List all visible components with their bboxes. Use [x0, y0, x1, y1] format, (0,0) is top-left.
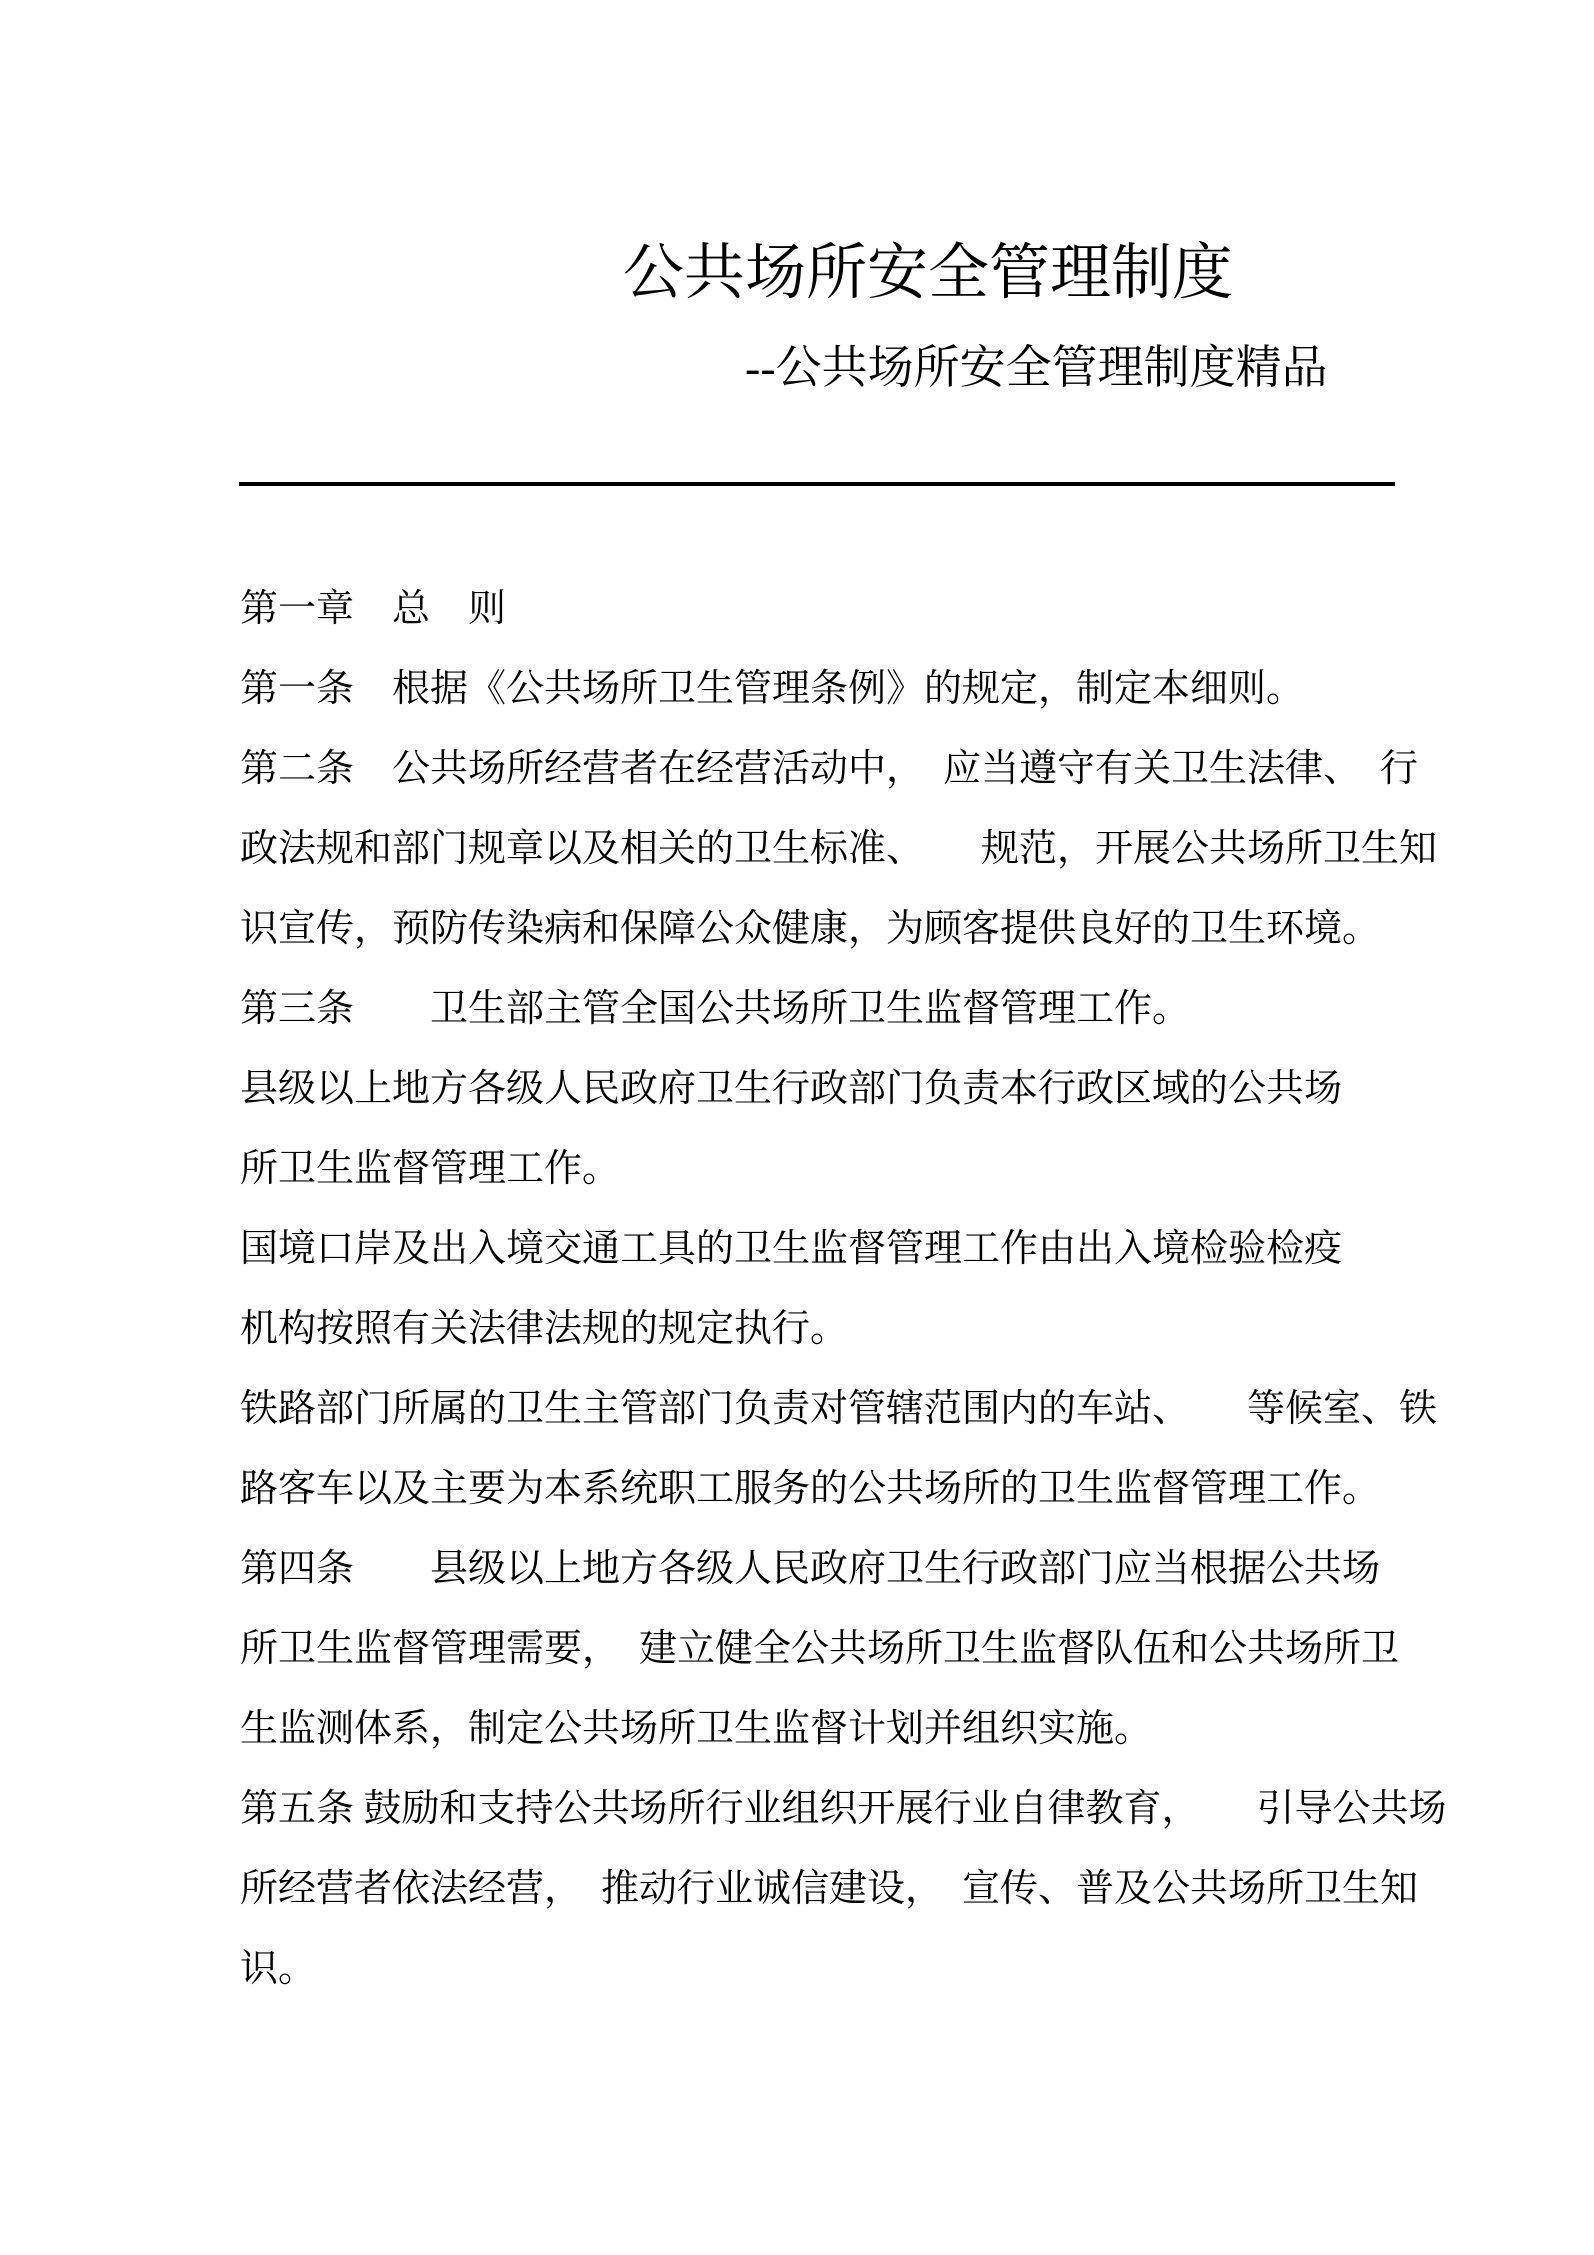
text-line: 所卫生监督管理工作。 [240, 1148, 621, 1190]
text-line: 县级以上地方各级人民政府卫生行政部门负责本行政区域的公共场 [240, 1068, 1343, 1110]
document-title: 公共场所安全管理制度 [623, 240, 1234, 307]
text-line: 第三条 卫生部主管全国公共场所卫生监督管理工作。 [240, 988, 1191, 1030]
text-line: 第一章 总 则 [240, 588, 507, 630]
text-line: 第五条 鼓励和支持公共场所行业组织开展行业自律教育， 引导公共场 [240, 1788, 1447, 1830]
title-divider-rule [239, 482, 1395, 486]
text-line: 生监测体系，制定公共场所卫生监督计划并组织实施。 [240, 1708, 1153, 1750]
text-line: 所卫生监督管理需要， 建立健全公共场所卫生监督队伍和公共场所卫 [240, 1628, 1400, 1670]
text-line: 第二条 公共场所经营者在经营活动中， 应当遵守有关卫生法律、 行 [240, 748, 1419, 790]
text-line: 路客车以及主要为本系统职工服务的公共场所的卫生监督管理工作。 [240, 1468, 1381, 1510]
text-line: 第四条 县级以上地方各级人民政府卫生行政部门应当根据公共场 [240, 1548, 1381, 1590]
text-line: 识。 [240, 1948, 317, 1990]
text-line: 所经营者依法经营， 推动行业诚信建设， 宣传、普及公共场所卫生知 [240, 1868, 1419, 1910]
document-subtitle: --公共场所安全管理制度精品 [745, 342, 1328, 393]
text-line: 机构按照有关法律法规的规定执行。 [240, 1308, 849, 1350]
text-line: 识宣传，预防传染病和保障公众健康，为顾客提供良好的卫生环境。 [240, 908, 1381, 950]
text-line: 国境口岸及出入境交通工具的卫生监督管理工作由出入境检验检疫 [240, 1228, 1343, 1270]
text-line: 铁路部门所属的卫生主管部门负责对管辖范围内的车站、 等候室、铁 [240, 1388, 1438, 1430]
document-body [240, 585, 1447, 2025]
text-line: 第一条 根据《公共场所卫生管理条例》的规定，制定本细则。 [240, 668, 1305, 710]
text-line: 政法规和部门规章以及相关的卫生标准、 规范，开展公共场所卫生知 [240, 828, 1438, 870]
